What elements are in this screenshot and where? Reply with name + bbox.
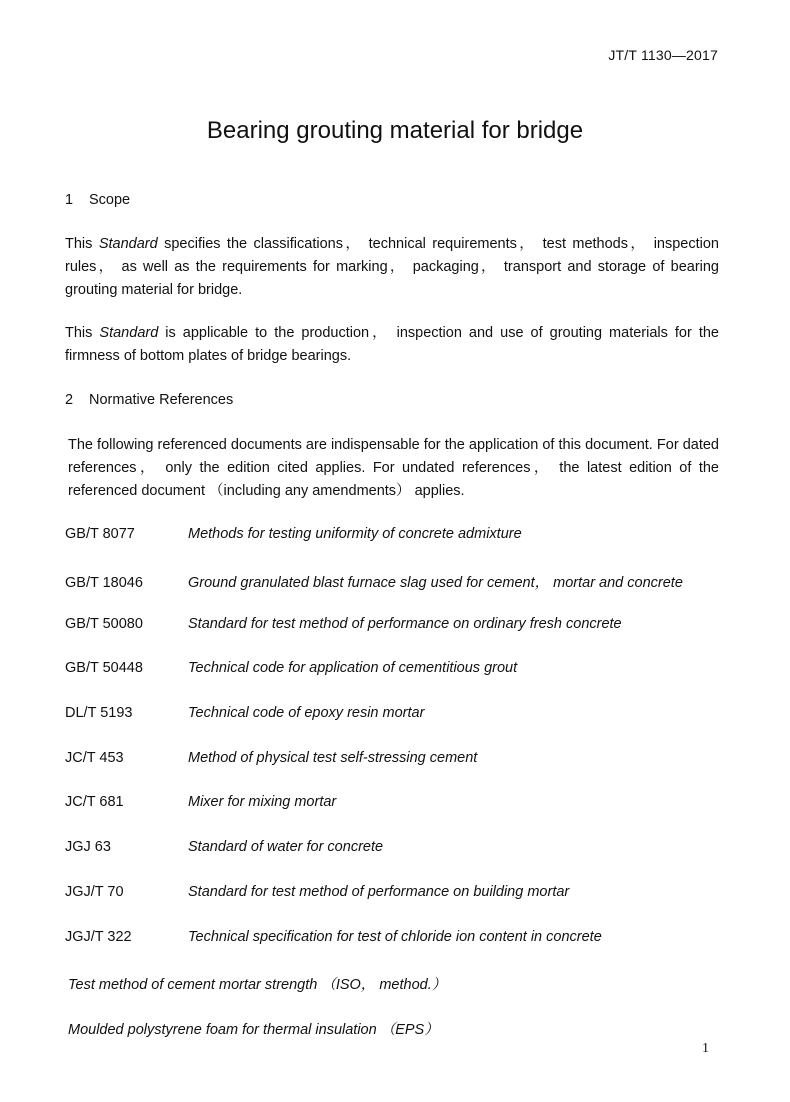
standard-number: JT/T 1130—2017 bbox=[608, 47, 718, 63]
text-prefix: This bbox=[65, 236, 99, 252]
reference-item bbox=[65, 705, 765, 721]
section-title: Scope bbox=[89, 192, 131, 208]
emphasis-standard: Standard bbox=[99, 325, 159, 341]
reference-item bbox=[65, 571, 765, 592]
references-intro-paragraph: The following referenced documents are indispensable for the application of this document. For dated references， only the edition cited applies. For undated references， the latest edition of the referenced document （including any amendments） applies. bbox=[68, 437, 719, 499]
reference-item bbox=[65, 839, 765, 855]
section-number: 2 bbox=[65, 392, 74, 408]
reference-title: Technical code of epoxy resin mortar bbox=[188, 705, 425, 721]
scope-paragraph-1 bbox=[65, 233, 719, 302]
document-title: Bearing grouting material for bridge bbox=[206, 117, 584, 144]
reference-code: JGJ/T 322 bbox=[65, 929, 132, 945]
text-body: specifies the classifications， technical requirements， test methods， inspection rules， as well as the requirements for marking， packaging， transport and storage of bearing grouting material for bridge. bbox=[65, 236, 719, 298]
reference-title: Standard for test method of performance on ordinary fresh concrete bbox=[188, 616, 622, 632]
reference-title: Standard of water for concrete bbox=[188, 839, 384, 855]
reference-item bbox=[65, 660, 765, 676]
page-number: 1 bbox=[702, 1041, 709, 1056]
uncoded-reference: Moulded polystyrene foam for thermal insulation （EPS） bbox=[68, 1022, 439, 1038]
reference-code: JGJ 63 bbox=[65, 839, 111, 855]
reference-code: GB/T 50080 bbox=[65, 616, 143, 632]
text-body: is applicable to the production， inspection and use of grouting materials for the firmness of bottom plates of bridge bearings. bbox=[65, 325, 719, 364]
reference-title: Technical specification for test of chloride ion content in concrete bbox=[188, 929, 602, 945]
reference-code: GB/T 18046 bbox=[65, 575, 143, 591]
section-title: Normative References bbox=[89, 392, 234, 408]
reference-code: GB/T 50448 bbox=[65, 660, 143, 676]
reference-item bbox=[65, 794, 765, 810]
reference-title: Technical code for application of cementitious grout bbox=[188, 660, 518, 676]
reference-item bbox=[65, 929, 765, 945]
reference-item bbox=[65, 526, 765, 542]
section-heading-scope bbox=[65, 192, 130, 208]
scope-paragraph-2 bbox=[65, 322, 719, 368]
section-heading-normative-references bbox=[65, 392, 233, 408]
reference-code: GB/T 8077 bbox=[65, 526, 135, 542]
uncoded-reference: Test method of cement mortar strength （ISO， method.） bbox=[68, 977, 447, 993]
reference-title: Method of physical test self-stressing cement bbox=[188, 750, 478, 766]
reference-title: Methods for testing uniformity of concrete admixture bbox=[188, 526, 522, 542]
reference-title: Standard for test method of performance on building mortar bbox=[188, 884, 570, 900]
reference-title: Ground granulated blast furnace slag used for cement， mortar and concrete bbox=[188, 575, 683, 591]
emphasis-standard: Standard bbox=[98, 236, 158, 252]
reference-title: Mixer for mixing mortar bbox=[188, 794, 337, 810]
text-prefix: This bbox=[65, 325, 100, 341]
reference-code: JC/T 681 bbox=[65, 794, 124, 810]
reference-item bbox=[65, 884, 765, 900]
reference-item bbox=[65, 616, 765, 632]
reference-code: JC/T 453 bbox=[65, 750, 124, 766]
reference-item bbox=[65, 750, 765, 766]
reference-code: DL/T 5193 bbox=[65, 705, 133, 721]
reference-code: JGJ/T 70 bbox=[65, 884, 124, 900]
section-number: 1 bbox=[65, 192, 74, 208]
